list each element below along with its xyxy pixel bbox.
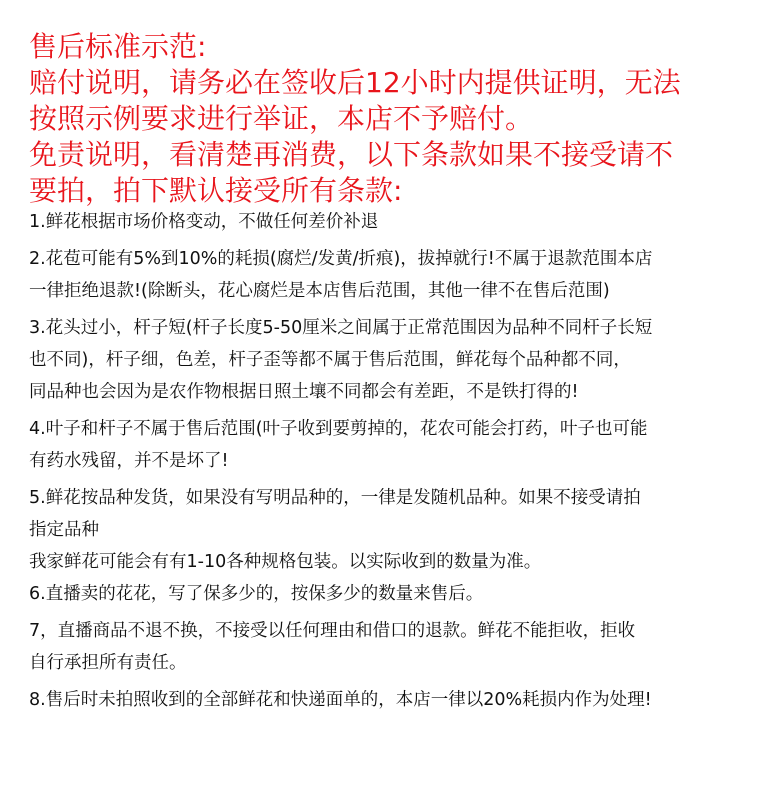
rule-4-line-1: 4.叶子和杆子不属于售后范围(叶子收到要剪掉的，花农可能会打药，叶子也可能 xyxy=(29,419,648,439)
rule-5-line-1: 5.鲜花按品种发货，如果没有写明品种的，一律是发随机品种。如果不接受请拍 xyxy=(29,488,641,508)
notice-header xyxy=(29,29,749,209)
packaging-note: 我家鲜花可能会有有1-10各种规格包装。以实际收到的数量为准。 xyxy=(29,552,542,572)
rule-3-line-2: 也不同)，杆子细，色差，杆子歪等都不属于售后范围，鲜花每个品种都不同， xyxy=(29,350,631,370)
compensation-note-line-2: 按照示例要求进行举证，本店不予赔付。 xyxy=(29,102,534,135)
rule-6: 6.直播卖的花花，写了保多少的，按保多少的数量来售后。 xyxy=(29,584,484,604)
rule-8: 8.售后时未拍照收到的全部鲜花和快递面单的，本店一律以20%耗损内作为处理! xyxy=(29,690,652,710)
rule-3-line-1: 3.花头过小，杆子短(杆子长度5-50厘米之间属于正常范围因为品种不同杆子长短 xyxy=(29,318,653,338)
header-title: 售后标准示范: xyxy=(29,30,207,63)
rule-4-line-2: 有药水残留，并不是坏了! xyxy=(29,451,229,471)
rule-2-line-1: 2.花苞可能有5%到10%的耗损(腐烂/发黄/折痕)，拔掉就行!不属于退款范围本店 xyxy=(29,249,653,269)
rule-3-line-3: 同品种也会因为是农作物根据日照土壤不同都会有差距，不是铁打得的! xyxy=(29,382,579,402)
disclaimer-line-1: 免责说明，看清楚再消费，以下条款如果不接受请不 xyxy=(29,138,674,171)
rule-1: 1.鲜花根据市场价格变动，不做任何差价补退 xyxy=(29,212,379,232)
rules-list xyxy=(29,206,749,716)
disclaimer-line-2: 要拍，拍下默认接受所有条款: xyxy=(29,174,403,207)
rule-7-line-2: 自行承担所有责任。 xyxy=(29,653,187,673)
compensation-note-line-1: 赔付说明，请务必在签收后12小时内提供证明，无法 xyxy=(29,66,681,99)
rule-2-line-2: 一律拒绝退款!(除断头，花心腐烂是本店售后范围，其他一律不在售后范围) xyxy=(29,281,610,301)
rule-7-line-1: 7，直播商品不退不换，不接受以任何理由和借口的退款。鲜花不能拒收，拒收 xyxy=(29,621,636,641)
rule-5-line-2: 指定品种 xyxy=(29,520,99,540)
